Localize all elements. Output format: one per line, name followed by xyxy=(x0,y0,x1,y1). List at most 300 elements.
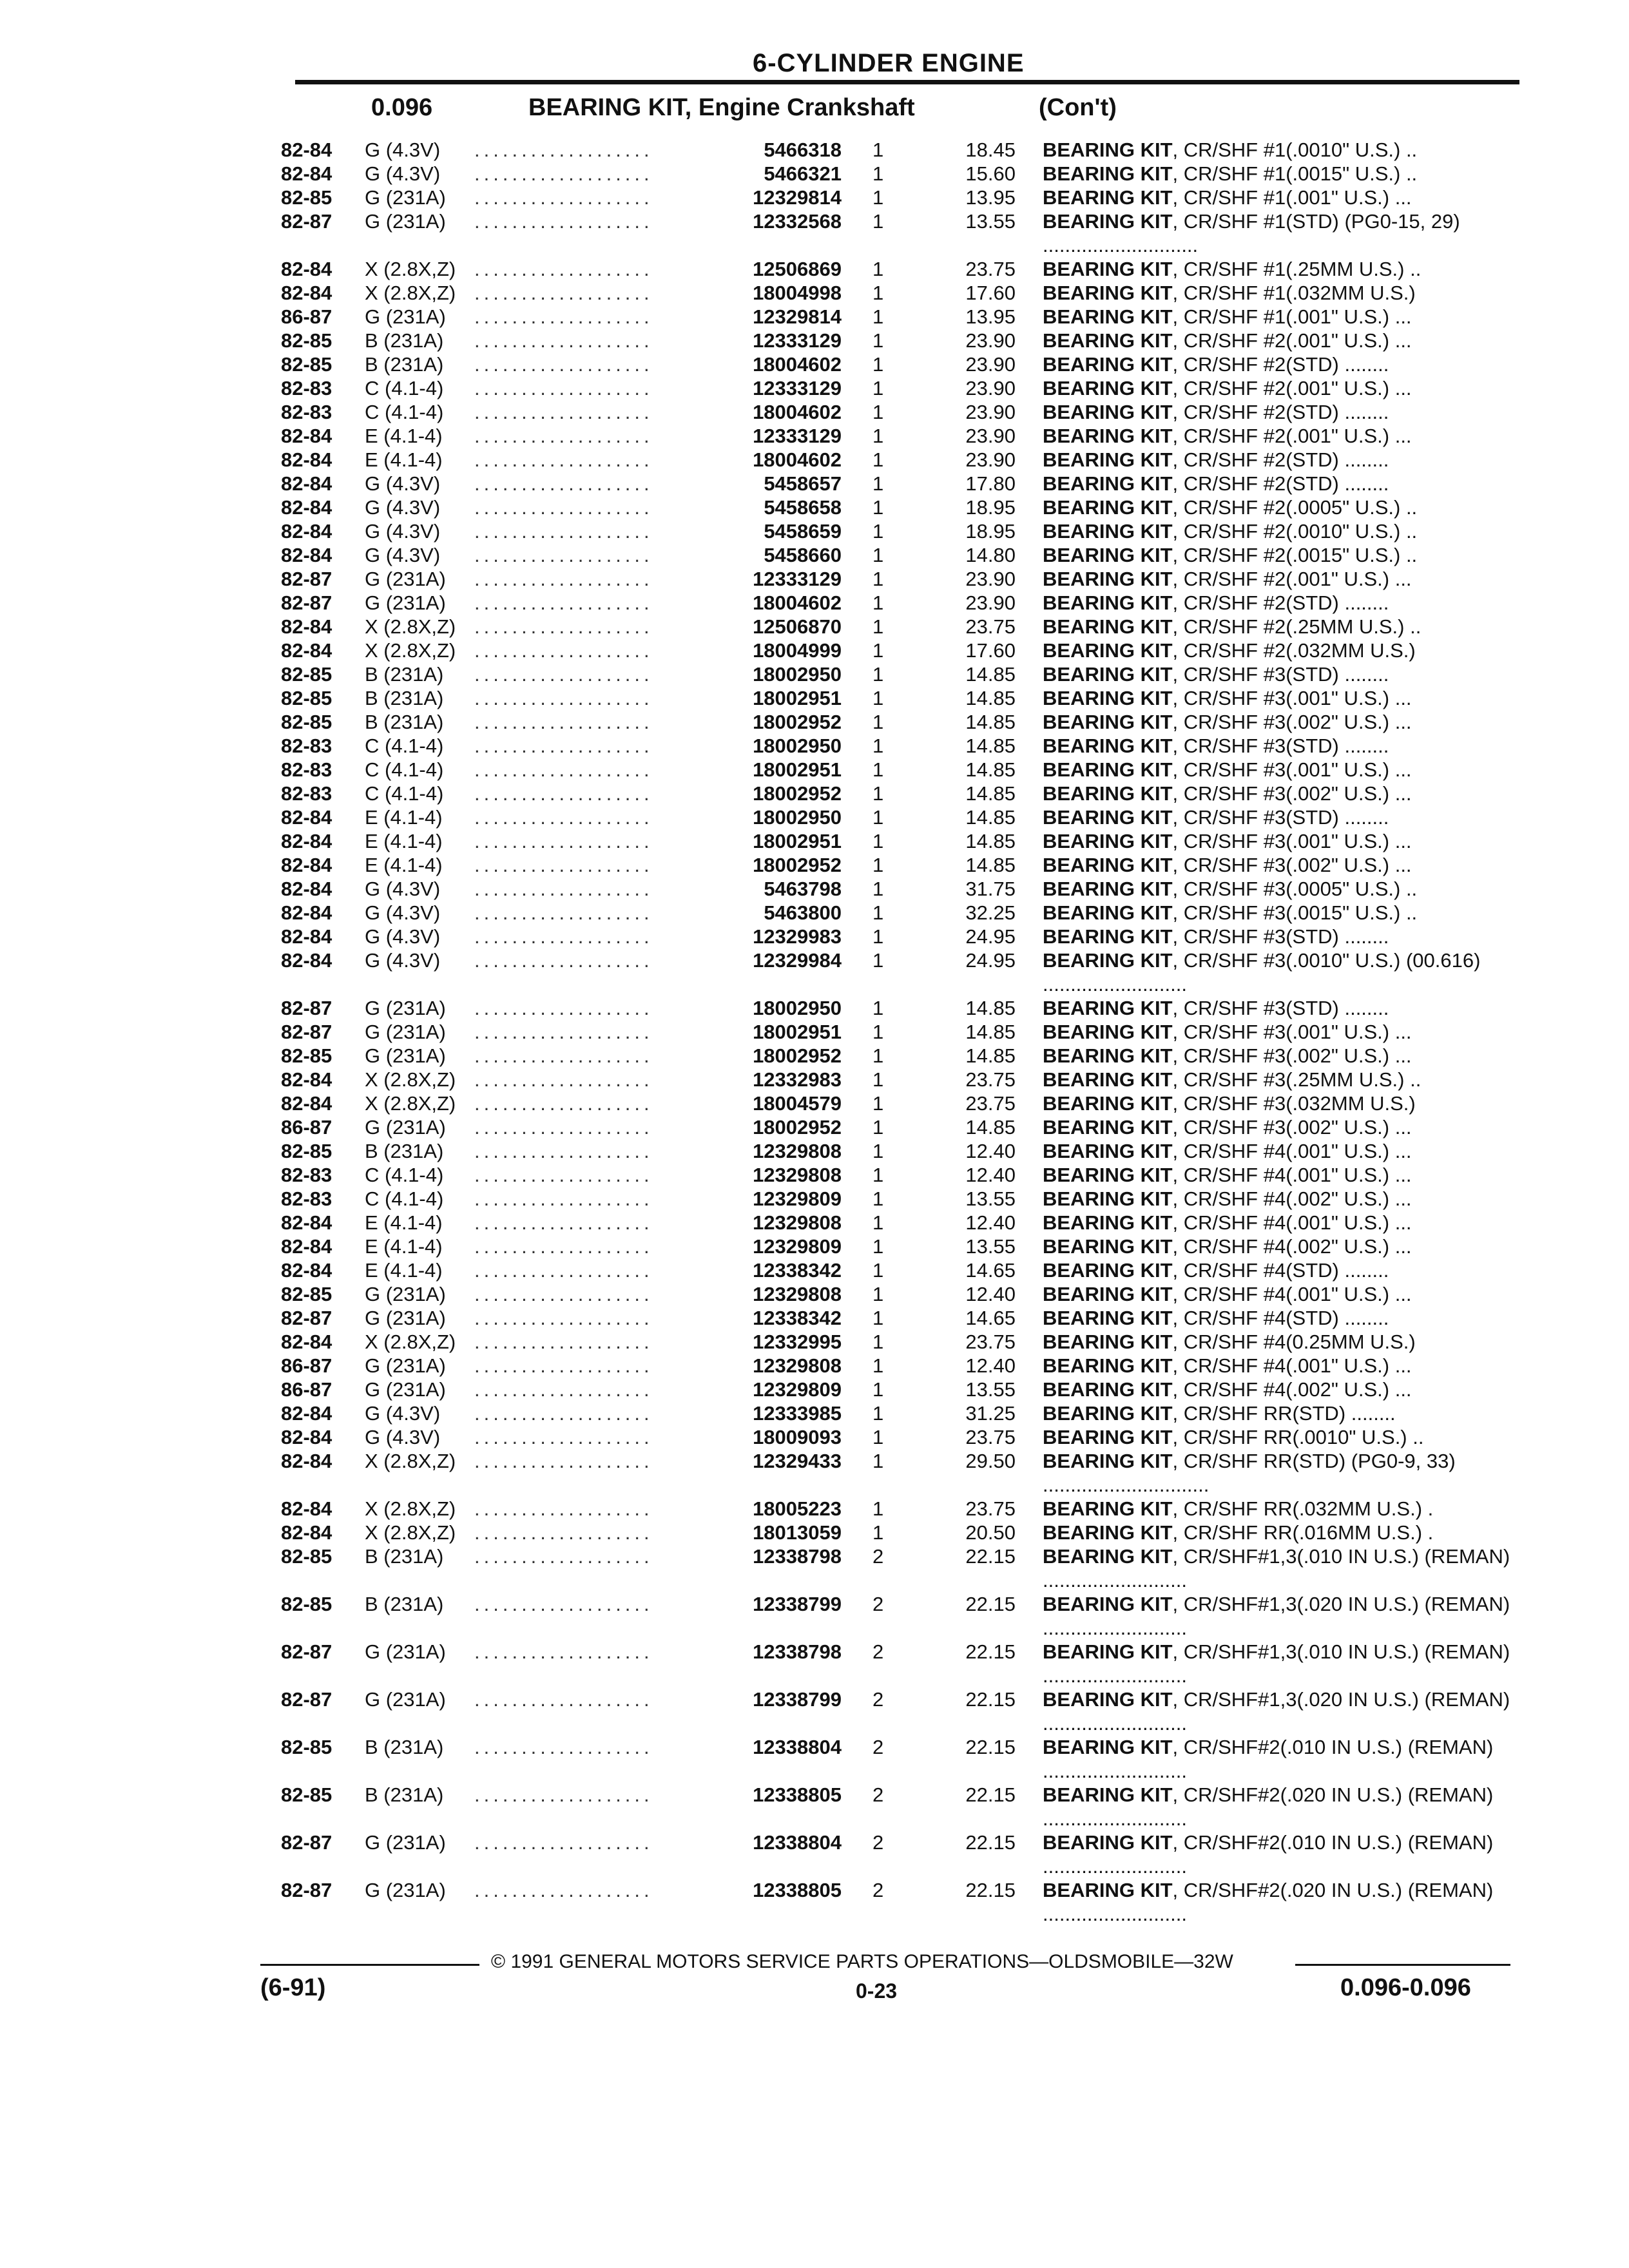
description xyxy=(1043,686,1518,710)
quantity: 1 xyxy=(872,901,884,924)
part-number: 12329984 xyxy=(753,949,842,972)
model-years: 82-84 xyxy=(281,949,333,972)
table-row xyxy=(281,710,1518,734)
dot-leader: ................... xyxy=(474,1307,653,1329)
description-keyword: BEARING KIT xyxy=(1043,1044,1173,1067)
table-row xyxy=(281,1330,1518,1354)
price: 23.90 xyxy=(965,448,1016,471)
description xyxy=(1043,1330,1518,1354)
part-number: 12333129 xyxy=(753,329,842,352)
price: 12.40 xyxy=(965,1283,1016,1305)
description xyxy=(1043,710,1518,734)
price: 20.50 xyxy=(965,1521,1016,1544)
model-code: X (2.8X,Z) xyxy=(365,282,456,304)
part-number: 12506869 xyxy=(753,258,842,280)
description-keyword: BEARING KIT xyxy=(1043,711,1173,733)
dot-leader: ................... xyxy=(474,1044,653,1067)
description-detail: , CR/SHF #4(.002" U.S.) ... xyxy=(1172,1378,1412,1401)
continued-label: (Con't) xyxy=(1039,94,1117,121)
table-row xyxy=(281,853,1518,877)
description-keyword: BEARING KIT xyxy=(1043,1116,1173,1139)
table-row xyxy=(281,686,1518,710)
description xyxy=(1043,1783,1518,1831)
model-code: G (231A) xyxy=(365,591,446,614)
table-row xyxy=(281,376,1518,400)
part-number: 18009093 xyxy=(753,1426,842,1448)
section-title: BEARING KIT, Engine Crankshaft xyxy=(528,94,915,121)
part-number: 5466318 xyxy=(764,139,842,161)
part-number: 12329433 xyxy=(753,1450,842,1472)
quantity: 1 xyxy=(872,1521,884,1544)
part-number: 12338805 xyxy=(753,1783,842,1806)
dot-leader: ................... xyxy=(474,1593,653,1615)
description-keyword: BEARING KIT xyxy=(1043,258,1173,280)
price: 22.15 xyxy=(965,1545,1016,1568)
model-years: 82-84 xyxy=(281,496,333,519)
model-code: G (231A) xyxy=(365,1688,446,1711)
table-row xyxy=(281,925,1518,948)
description-detail: , CR/SHF #3(.001" U.S.) ... xyxy=(1172,1021,1412,1043)
part-number: 12333129 xyxy=(753,377,842,399)
description-keyword: BEARING KIT xyxy=(1043,377,1173,399)
description-keyword: BEARING KIT xyxy=(1043,1092,1173,1115)
model-years: 82-87 xyxy=(281,591,333,614)
description-keyword: BEARING KIT xyxy=(1043,782,1173,805)
part-number: 18002950 xyxy=(753,735,842,757)
table-row xyxy=(281,1187,1518,1211)
model-years: 82-84 xyxy=(281,1402,333,1425)
model-code: G (231A) xyxy=(365,1044,446,1067)
table-row xyxy=(281,1211,1518,1235)
model-code: G (4.3V) xyxy=(365,520,441,543)
model-years: 82-84 xyxy=(281,1235,333,1258)
model-years: 82-84 xyxy=(281,544,333,566)
price: 24.95 xyxy=(965,949,1016,972)
description-detail: , CR/SHF #2(STD) ........ xyxy=(1172,448,1389,471)
model-code: X (2.8X,Z) xyxy=(365,1092,456,1115)
model-code: G (231A) xyxy=(365,1283,446,1305)
description-keyword: BEARING KIT xyxy=(1043,663,1173,686)
price: 22.15 xyxy=(965,1783,1016,1806)
part-number: 12329814 xyxy=(753,186,842,209)
part-number: 12329983 xyxy=(753,925,842,948)
description-keyword: BEARING KIT xyxy=(1043,758,1173,781)
model-code: B (231A) xyxy=(365,1736,444,1758)
description-keyword: BEARING KIT xyxy=(1043,305,1173,328)
description-detail: , CR/SHF #3(.002" U.S.) ... xyxy=(1172,1116,1412,1139)
dot-leader: ................... xyxy=(474,1831,653,1854)
table-row xyxy=(281,1282,1518,1306)
description-keyword: BEARING KIT xyxy=(1043,1354,1173,1377)
description xyxy=(1043,1187,1518,1211)
description-keyword: BEARING KIT xyxy=(1043,806,1173,829)
model-years: 86-87 xyxy=(281,1378,333,1401)
part-number: 12333129 xyxy=(753,425,842,447)
price: 18.45 xyxy=(965,139,1016,161)
description xyxy=(1043,424,1518,448)
table-row xyxy=(281,1878,1518,1926)
dot-leader: ................... xyxy=(474,806,653,829)
model-years: 82-87 xyxy=(281,1021,333,1043)
price: 23.75 xyxy=(965,615,1016,638)
quantity: 1 xyxy=(872,329,884,352)
table-row xyxy=(281,1354,1518,1378)
description xyxy=(1043,1258,1518,1282)
model-code: X (2.8X,Z) xyxy=(365,1497,456,1520)
model-years: 82-87 xyxy=(281,568,333,590)
description-keyword: BEARING KIT xyxy=(1043,1164,1173,1186)
description-keyword: BEARING KIT xyxy=(1043,1021,1173,1043)
description-detail: , CR/SHF RR(STD) (PG0-9, 33) .............................. xyxy=(1043,1450,1456,1496)
model-code: C (4.1-4) xyxy=(365,1187,444,1210)
quantity: 1 xyxy=(872,353,884,376)
part-number: 18004602 xyxy=(753,591,842,614)
description xyxy=(1043,853,1518,877)
quantity: 1 xyxy=(872,782,884,805)
model-years: 82-84 xyxy=(281,806,333,829)
description-detail: , CR/SHF #4(.002" U.S.) ... xyxy=(1172,1187,1412,1210)
price: 14.85 xyxy=(965,663,1016,686)
model-code: B (231A) xyxy=(365,1140,444,1162)
description-detail: , CR/SHF #3(.002" U.S.) ... xyxy=(1172,854,1412,876)
dot-leader: ................... xyxy=(474,210,653,233)
quantity: 1 xyxy=(872,520,884,543)
description xyxy=(1043,782,1518,805)
description xyxy=(1043,162,1518,186)
description-detail: , CR/SHF #3(.001" U.S.) ... xyxy=(1172,758,1412,781)
quantity: 1 xyxy=(872,139,884,161)
table-row xyxy=(281,1521,1518,1544)
price: 32.25 xyxy=(965,901,1016,924)
model-code: X (2.8X,Z) xyxy=(365,615,456,638)
table-row xyxy=(281,1449,1518,1497)
description-detail: , CR/SHF #3(.002" U.S.) ... xyxy=(1172,1044,1412,1067)
table-row xyxy=(281,758,1518,782)
part-number: 12332568 xyxy=(753,210,842,233)
price: 14.80 xyxy=(965,544,1016,566)
description-detail: , CR/SHF #1(.0015" U.S.) .. xyxy=(1172,162,1418,185)
description-detail: , CR/SHF #2(STD) ........ xyxy=(1172,401,1389,423)
description-keyword: BEARING KIT xyxy=(1043,591,1173,614)
dot-leader: ................... xyxy=(474,1450,653,1472)
description xyxy=(1043,1044,1518,1068)
description-detail: , CR/SHF #3(.001" U.S.) ... xyxy=(1172,830,1412,852)
table-row xyxy=(281,1640,1518,1687)
model-years: 82-85 xyxy=(281,1044,333,1067)
description-keyword: BEARING KIT xyxy=(1043,1450,1173,1472)
quantity: 1 xyxy=(872,1307,884,1329)
model-years: 82-84 xyxy=(281,925,333,948)
table-row xyxy=(281,186,1518,209)
price: 14.85 xyxy=(965,711,1016,733)
model-years: 82-85 xyxy=(281,1545,333,1568)
price: 14.65 xyxy=(965,1307,1016,1329)
dot-leader: ................... xyxy=(474,1783,653,1806)
dot-leader: ................... xyxy=(474,1426,653,1448)
price: 23.90 xyxy=(965,377,1016,399)
model-years: 82-83 xyxy=(281,758,333,781)
model-code: G (231A) xyxy=(365,1879,446,1901)
model-years: 82-84 xyxy=(281,830,333,852)
quantity: 1 xyxy=(872,448,884,471)
price: 22.15 xyxy=(965,1879,1016,1901)
model-years: 82-87 xyxy=(281,1307,333,1329)
model-years: 82-85 xyxy=(281,1736,333,1758)
description-keyword: BEARING KIT xyxy=(1043,854,1173,876)
description xyxy=(1043,1449,1518,1497)
price: 23.90 xyxy=(965,568,1016,590)
table-row xyxy=(281,1091,1518,1115)
table-row xyxy=(281,734,1518,758)
description-keyword: BEARING KIT xyxy=(1043,568,1173,590)
dot-leader: ................... xyxy=(474,377,653,399)
quantity: 2 xyxy=(872,1545,884,1568)
description-detail: , CR/SHF#1,3(.010 IN U.S.) (REMAN) .......................... xyxy=(1043,1640,1510,1687)
quantity: 1 xyxy=(872,1044,884,1067)
footer-range: 0.096-0.096 xyxy=(1340,1974,1471,2001)
quantity: 1 xyxy=(872,568,884,590)
dot-leader: ................... xyxy=(474,1354,653,1377)
description-detail: , CR/SHF #1(.001" U.S.) ... xyxy=(1172,186,1412,209)
dot-leader: ................... xyxy=(474,353,653,376)
description-detail: , CR/SHF #4(.001" U.S.) ... xyxy=(1172,1164,1412,1186)
table-row xyxy=(281,1401,1518,1425)
page-number: 0-23 xyxy=(856,1979,898,2003)
description-keyword: BEARING KIT xyxy=(1043,1497,1173,1520)
quantity: 1 xyxy=(872,1259,884,1282)
description-keyword: BEARING KIT xyxy=(1043,1593,1173,1615)
footer-rule-right xyxy=(1295,1964,1510,1966)
dot-leader: ................... xyxy=(474,1879,653,1901)
description xyxy=(1043,1831,1518,1878)
dot-leader: ................... xyxy=(474,305,653,328)
price: 23.90 xyxy=(965,353,1016,376)
quantity: 2 xyxy=(872,1831,884,1854)
quantity: 1 xyxy=(872,639,884,662)
description xyxy=(1043,1020,1518,1044)
part-number: 18005223 xyxy=(753,1497,842,1520)
part-number: 12338805 xyxy=(753,1879,842,1901)
price: 15.60 xyxy=(965,162,1016,185)
description xyxy=(1043,1115,1518,1139)
description-keyword: BEARING KIT xyxy=(1043,735,1173,757)
table-row xyxy=(281,543,1518,567)
table-row xyxy=(281,639,1518,662)
table-row xyxy=(281,877,1518,901)
model-code: G (231A) xyxy=(365,568,446,590)
description-detail: , CR/SHF#2(.020 IN U.S.) (REMAN) .......................... xyxy=(1043,1879,1494,1925)
model-years: 82-84 xyxy=(281,139,333,161)
table-row xyxy=(281,1044,1518,1068)
footer-rule-left xyxy=(260,1964,479,1966)
description xyxy=(1043,1640,1518,1687)
quantity: 1 xyxy=(872,472,884,495)
description xyxy=(1043,1544,1518,1592)
description-keyword: BEARING KIT xyxy=(1043,1140,1173,1162)
description xyxy=(1043,400,1518,424)
model-years: 82-83 xyxy=(281,1187,333,1210)
table-row xyxy=(281,1068,1518,1091)
part-number: 18002952 xyxy=(753,854,842,876)
price: 14.85 xyxy=(965,687,1016,709)
price: 14.85 xyxy=(965,1021,1016,1043)
table-row xyxy=(281,1306,1518,1330)
part-number: 12338804 xyxy=(753,1736,842,1758)
price: 31.25 xyxy=(965,1402,1016,1425)
model-code: C (4.1-4) xyxy=(365,735,444,757)
table-row xyxy=(281,948,1518,996)
model-years: 82-87 xyxy=(281,210,333,233)
description xyxy=(1043,1735,1518,1783)
model-years: 82-83 xyxy=(281,782,333,805)
model-code: G (4.3V) xyxy=(365,162,441,185)
description-detail: , CR/SHF #3(.0005" U.S.) .. xyxy=(1172,878,1418,900)
table-row xyxy=(281,1378,1518,1401)
dot-leader: ................... xyxy=(474,711,653,733)
description-keyword: BEARING KIT xyxy=(1043,1378,1173,1401)
model-code: E (4.1-4) xyxy=(365,830,443,852)
price: 23.75 xyxy=(965,1331,1016,1353)
description xyxy=(1043,1401,1518,1425)
description-keyword: BEARING KIT xyxy=(1043,472,1173,495)
dot-leader: ................... xyxy=(474,1402,653,1425)
part-number: 18002952 xyxy=(753,1044,842,1067)
model-code: G (231A) xyxy=(365,1116,446,1139)
quantity: 1 xyxy=(872,735,884,757)
table-row xyxy=(281,162,1518,186)
description xyxy=(1043,1687,1518,1735)
part-number: 12333985 xyxy=(753,1402,842,1425)
quantity: 1 xyxy=(872,544,884,566)
model-years: 86-87 xyxy=(281,1116,333,1139)
part-number: 12338804 xyxy=(753,1831,842,1854)
model-code: B (231A) xyxy=(365,1783,444,1806)
dot-leader: ................... xyxy=(474,448,653,471)
quantity: 1 xyxy=(872,401,884,423)
part-number: 12506870 xyxy=(753,615,842,638)
description-detail: , CR/SHF #2(.032MM U.S.) xyxy=(1172,639,1416,662)
quantity: 1 xyxy=(872,162,884,185)
dot-leader: ................... xyxy=(474,639,653,662)
table-row xyxy=(281,448,1518,472)
group-code: 0.096 xyxy=(371,94,433,121)
model-code: G (4.3V) xyxy=(365,925,441,948)
description-detail: , CR/SHF #4(STD) ........ xyxy=(1172,1307,1389,1329)
description-keyword: BEARING KIT xyxy=(1043,1426,1173,1448)
description-keyword: BEARING KIT xyxy=(1043,639,1173,662)
table-row xyxy=(281,1258,1518,1282)
description xyxy=(1043,495,1518,519)
quantity: 1 xyxy=(872,496,884,519)
dot-leader: ................... xyxy=(474,544,653,566)
quantity: 1 xyxy=(872,711,884,733)
quantity: 1 xyxy=(872,1331,884,1353)
description-detail: , CR/SHF #3(STD) ........ xyxy=(1172,663,1389,686)
quantity: 1 xyxy=(872,1187,884,1210)
description-keyword: BEARING KIT xyxy=(1043,1783,1173,1806)
model-code: G (231A) xyxy=(365,210,446,233)
quantity: 1 xyxy=(872,806,884,829)
model-years: 82-84 xyxy=(281,282,333,304)
model-code: B (231A) xyxy=(365,329,444,352)
description xyxy=(1043,1497,1518,1521)
price: 18.95 xyxy=(965,520,1016,543)
description-keyword: BEARING KIT xyxy=(1043,1688,1173,1711)
price: 12.40 xyxy=(965,1211,1016,1234)
price: 14.85 xyxy=(965,830,1016,852)
description xyxy=(1043,925,1518,948)
model-code: X (2.8X,Z) xyxy=(365,258,456,280)
description xyxy=(1043,448,1518,472)
dot-leader: ................... xyxy=(474,782,653,805)
description xyxy=(1043,1378,1518,1401)
description xyxy=(1043,1521,1518,1544)
price: 14.85 xyxy=(965,1116,1016,1139)
table-row xyxy=(281,352,1518,376)
dot-leader: ................... xyxy=(474,949,653,972)
part-number: 18002950 xyxy=(753,997,842,1019)
model-code: G (231A) xyxy=(365,186,446,209)
dot-leader: ................... xyxy=(474,925,653,948)
header-rule xyxy=(295,80,1519,84)
description xyxy=(1043,639,1518,662)
description xyxy=(1043,1068,1518,1091)
table-row xyxy=(281,1139,1518,1163)
description-keyword: BEARING KIT xyxy=(1043,139,1173,161)
description-keyword: BEARING KIT xyxy=(1043,425,1173,447)
dot-leader: ................... xyxy=(474,162,653,185)
price: 23.90 xyxy=(965,401,1016,423)
table-row xyxy=(281,1115,1518,1139)
part-number: 12338799 xyxy=(753,1688,842,1711)
description xyxy=(1043,138,1518,162)
description xyxy=(1043,1163,1518,1187)
model-years: 82-84 xyxy=(281,448,333,471)
dot-leader: ................... xyxy=(474,425,653,447)
part-number: 18004602 xyxy=(753,401,842,423)
table-row xyxy=(281,472,1518,495)
quantity: 1 xyxy=(872,1378,884,1401)
description-detail: , CR/SHF #3(STD) ........ xyxy=(1172,806,1389,829)
model-code: G (4.3V) xyxy=(365,139,441,161)
dot-leader: ................... xyxy=(474,1187,653,1210)
model-years: 82-84 xyxy=(281,1426,333,1448)
table-row xyxy=(281,1497,1518,1521)
description-detail: , CR/SHF #3(STD) ........ xyxy=(1172,735,1389,757)
description-detail: , CR/SHF #3(.002" U.S.) ... xyxy=(1172,711,1412,733)
price: 23.90 xyxy=(965,329,1016,352)
model-code: X (2.8X,Z) xyxy=(365,1450,456,1472)
part-number: 18004579 xyxy=(753,1092,842,1115)
dot-leader: ................... xyxy=(474,1378,653,1401)
description xyxy=(1043,1425,1518,1449)
model-years: 82-85 xyxy=(281,687,333,709)
model-code: G (4.3V) xyxy=(365,496,441,519)
quantity: 1 xyxy=(872,615,884,638)
dot-leader: ................... xyxy=(474,615,653,638)
quantity: 1 xyxy=(872,1283,884,1305)
dot-leader: ................... xyxy=(474,1331,653,1353)
part-number: 12332995 xyxy=(753,1331,842,1353)
dot-leader: ................... xyxy=(474,1211,653,1234)
description-detail: , CR/SHF #4(.001" U.S.) ... xyxy=(1172,1354,1412,1377)
model-code: B (231A) xyxy=(365,687,444,709)
dot-leader: ................... xyxy=(474,282,653,304)
dot-leader: ................... xyxy=(474,663,653,686)
description-keyword: BEARING KIT xyxy=(1043,282,1173,304)
model-code: G (231A) xyxy=(365,1378,446,1401)
description-detail: , CR/SHF #3(.002" U.S.) ... xyxy=(1172,782,1412,805)
